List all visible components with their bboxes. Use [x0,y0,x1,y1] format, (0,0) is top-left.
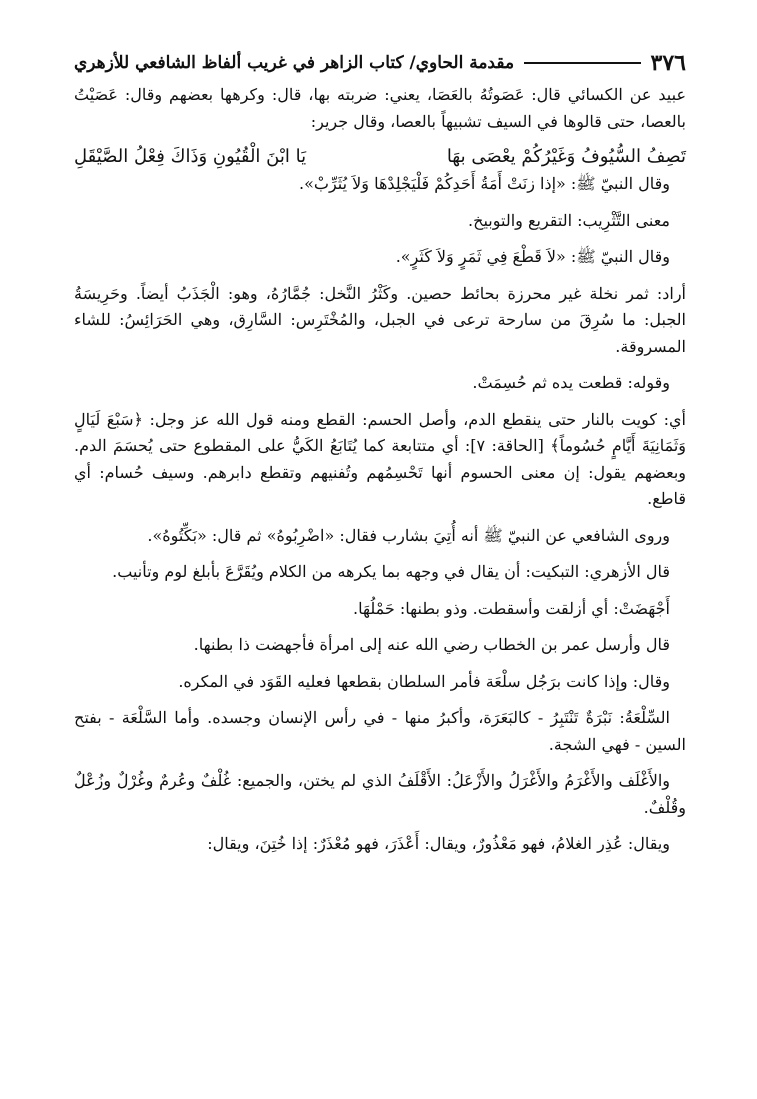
poetry-verse [74,143,686,171]
paragraph: أراد: ثمر نخلة غير محرزة بحائط حصين. وكَثْرُ النَّخل: جُمَّارُهُ، وهو: الْجَذَبُ أيضاً. وحَرِيسَةُ الجبل: ما سُرِقَ من سارحة ترعى في الجبل، والمُخْتَرِس: السَّارِق، وهي الحَرَائِسُ: للشاء المسروقة. [74,283,687,356]
paragraph: أي: كويت بالنار حتى ينقطع الدم، وأصل الحسم: القطع ومنه قول الله عز وجل: ﴿سَبْعَ لَيَالٍ وَثَمَانِيَةَ أَيَّامٍ حُسُوماً﴾ [الحاقة: ٧]: أي متتابعة كما يُتَابَعُ الكَيُّ على المقطوع حتى يُحسَمَ الدم. وبعضهم يقول: إن معنى الحسوم أنها تَحْسِمُهم وتُفنيهم وتقطع دابرهم. وسيف حُسام: أي قاطع. [74,409,687,508]
paragraph: أَجْهَضَتْ: أي أزلقت وأسقطت. وذو بطنها: حَمْلُهَا. [352,598,670,618]
paragraph: قال الأزهري: التبكيت: أن يقال في وجهه بما يكرهه من الكلام ويُقَرَّعَ بأبلغ لوم وتأنيب. [112,562,670,581]
running-title: مقدمة الحاوي/ كتاب الزاهر في غريب ألفاظ الشافعي للأزهري [74,53,515,73]
verse-second-hemistich: يَا ابْنَ الْقُيُونِ وَذَاكَ فِعْلُ الصَّيْقَلِ [74,146,307,167]
paragraph: معنى التَّثْرِيب: التقريع والتوبيخ. [468,210,670,230]
page-body [74,82,686,858]
paragraph: وقوله: قطعت يده ثم حُسِمَتْ. [472,373,670,392]
paragraph: ويقال: عُذِر الغلامُ، فهو مَعْذُورٌ، ويقال: أَعْذَرَ، فهو مُعْذَرٌ: إذا خُتِنَ، ويقال: [207,834,670,853]
hadith-paragraph: وقال النبيّ ﷺ: «لاَ قَطْعَ فِي ثَمَرٍ وَلاَ كَثَرٍ». [395,247,670,266]
paragraph: عبيد عن الكسائي قال: عَصَوتُهُ بالعَصَا، يعني: ضربته بها، قال: وكرهها بعضهم وقال: عَصَيْتُ بالعصا، حتى قالوها في السيف تشبيهاً بالعصا، وقال جرير: [74,85,686,131]
book-page [74,44,686,868]
verse-first-hemistich: تَصِفُ السُّيُوفُ وَغَيْرُكُمْ يعْصَى بهَا [446,146,686,167]
paragraph: والأَغْلَف والأَغْرَمُ والأَغْرَلُ والأَزْعَلُ: الأَقْلَفُ الذي لم يختن، والجميع: غُلْفٌ وعُرمٌ وغُرْلٌ وزُعْلٌ وقُلْفٌ. [74,771,686,817]
paragraph: السِّلْعَةُ: نَبْرَةٌ تَنْتَبِرُ - كالبَعَرَة، وأكبرُ منها - في رأس الإنسان وجسده. وأما السَّلْعَة - بفتح السين - فهي الشجة. [74,708,686,754]
hadith-paragraph: وروى الشافعي عن النبيّ ﷺ أنه أُتِيَ بشارب فقال: «اضْرِبُوهُ» ثم قال: «بَكِّتُوهُ». [147,525,670,545]
page-number: ٣٧٦ [650,50,686,76]
hadith-paragraph: وقال النبيّ ﷺ: «إذا زنَتْ أَمَةُ أَحَدِكُمْ فَلْيَجْلِدْهَا وَلاَ يُثَرِّبْ». [299,174,670,193]
paragraph: وقال: وإذا كانت برَجُل سلْعَة فأمر السلطان بقطعها فعليه القَوَد في المكره. [178,671,670,691]
page-header [74,44,686,82]
header-rule [524,62,640,64]
paragraph: قال وأرسل عمر بن الخطاب رضي الله عنه إلى امرأة فأجهضت ذا بطنها. [193,635,670,654]
